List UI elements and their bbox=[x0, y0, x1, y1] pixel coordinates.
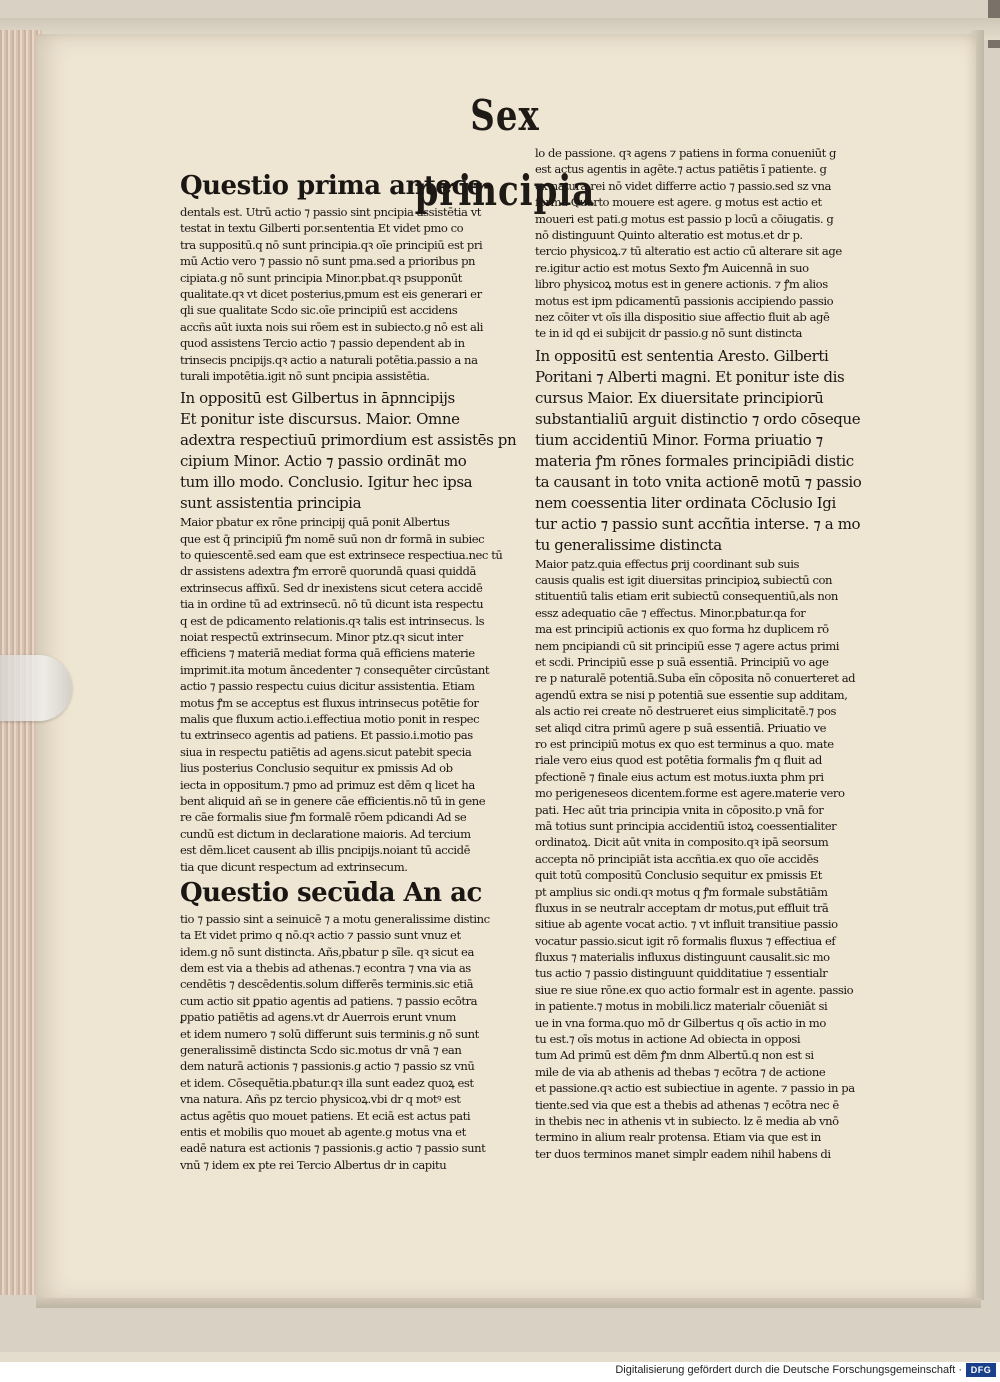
text-line: pfectionē ⁊ finale eius actum est motus.iuxta phm pri bbox=[535, 769, 824, 784]
text-line: re cāe formalis siue ꝭm formalē rōem pdicandi Ad se bbox=[180, 810, 467, 825]
text-line: set aliqd citra primū agere p suā essentiā. Priuatio ve bbox=[535, 720, 827, 735]
question-heading: Questio secūda An ac bbox=[180, 877, 482, 908]
text-line: tia in ordine tū ad extrinsecū. nō tū dicunt ista respectu bbox=[180, 597, 484, 612]
text-line: siua in respectu patiētis ad agens.sicut patebit specia bbox=[180, 744, 472, 759]
text-line: qualitate.qꝛ vt dicet posterius,pmum est eis generari er bbox=[180, 286, 482, 301]
text-line: lius posterius Conclusio sequitur ex pmissis Ad ob bbox=[180, 761, 453, 776]
text-line: dentals est. Utrū actio ⁊ passio sint pncipia assistētia vt bbox=[180, 205, 482, 219]
text-line: Maior patz.quia effectus ꝑrij coordinant sub suis bbox=[535, 556, 799, 571]
argument-line: materia ꝭm rōnes formales principiādi distic bbox=[535, 451, 854, 470]
text-line: noiat respectū extrinsecum. Minor ptz.qꝛ sicut inter bbox=[180, 630, 463, 645]
text-line: fluxus in se neutralr acceptam dr motus,put effluit trā bbox=[535, 900, 829, 915]
text-line: nō distinguunt Quinto alteratio est motus.et dr p. bbox=[535, 227, 803, 242]
text-line: actus agētis quo mouet patiens. Et eciā est actus pati bbox=[180, 1108, 471, 1123]
argument-line: tur actio ⁊ passio sunt accñtia interse. ⁊ a mo bbox=[535, 514, 861, 533]
text-line: in patiente.⁊ motus in mobili.licz materialr cōueniāt si bbox=[535, 999, 828, 1014]
argument-line: cipium Minor. Actio ⁊ passio ordināt mo bbox=[180, 452, 467, 471]
text-line: turali impotētia.igit nō sunt pncipia assistētia. bbox=[180, 368, 430, 383]
argument-line: In oppositū est sententia Aresto. Gilberti bbox=[535, 346, 829, 365]
running-head: Sex principia bbox=[414, 91, 596, 216]
text-line: forma Quarto mouere est agere. g motus est actio et bbox=[535, 195, 822, 210]
text-line: sitiue ab agente vocat actio. ⁊ vt influit transitiue passio bbox=[535, 917, 838, 932]
text-line: re p naturalē potentiā.Suba eīn cōposita nō conuerteret ad bbox=[535, 671, 856, 686]
text-line: efficiens ⁊ materiā mediat forma quā efficiens materie bbox=[180, 646, 475, 661]
text-line: mū Actio vero ⁊ passio nō sunt pma.sed a prioribus pn bbox=[180, 254, 476, 269]
dfg-logo: DFG bbox=[966, 1363, 996, 1377]
text-line: vna natura. Añs pz tercio physicoꝝ.vbi dr q motꝰ est bbox=[180, 1092, 461, 1107]
argument-line: Et ponitur iste discursus. Maior. Omne bbox=[180, 410, 460, 429]
text-line: iecta in oppositum.⁊ pmo ad primuz est dēm q licet ha bbox=[180, 777, 475, 792]
text-line: actio ⁊ passio respectu cuius dicitur assistentia. Etiam bbox=[180, 679, 475, 694]
text-line: fluxus ⁊ materialis influxus distinguunt causalit.sic mo bbox=[535, 950, 830, 965]
text-line: cundū est dictum in declaratione maioris. Ad tercium bbox=[180, 826, 471, 841]
text-line: pt amplius sic ondi.qꝛ motus q ꝭm formale substātiām bbox=[535, 884, 828, 899]
page-clip bbox=[0, 655, 72, 721]
text-line: malis que fluxum actio.i.effectiua motio ponit in respec bbox=[180, 711, 480, 726]
text-line: cum actio sit ꝑpatio agentis ad patiens. ⁊ passio ecōtra bbox=[180, 993, 478, 1008]
text-line: ma est principiū actionis ex quo forma hz duplicem rō bbox=[535, 622, 829, 637]
text-line: et scdi. Principiū esse p suā essentiā. Principiū vo age bbox=[535, 655, 829, 670]
text-line: vocatur passio.sicut igit rō formalis fluxus ⁊ effectiua ef bbox=[535, 933, 836, 948]
argument-line: adextra respectiuū primordium est assistēs pn bbox=[180, 431, 517, 450]
text-line: tu est.⁊ oīs motus in actione Ad obiecta in opposi bbox=[535, 1032, 801, 1047]
text-line: q est de pdicamento relationis.qꝛ talis est intrinsecus. ls bbox=[180, 613, 485, 628]
argument-line: sunt assistentia principia bbox=[180, 494, 362, 513]
text-line: quod assistens Tercio actio ⁊ passio dependent ab in bbox=[180, 336, 465, 351]
text-line: dr assistens adextra ꝭm errorē quorundā quasi quiddā bbox=[180, 564, 476, 579]
text-line: et passione.qꝛ actio est subiectiue in agente. ⁊ passio in pa bbox=[535, 1081, 855, 1096]
text-line: ro est principiū motus ex quo est terminus a quo. mate bbox=[535, 736, 834, 751]
text-line: causis qualis est igit diuersitas principioꝝ subiectū con bbox=[535, 573, 833, 588]
text-line: mo perigeneseos dicentem.forme est agere.materie vero bbox=[535, 786, 845, 801]
text-line: dem naturā actionis ⁊ passionis.g actio ⁊ passio sz vnū bbox=[180, 1059, 475, 1074]
text-line: accepta nō principiāt ista accñtia.ex quo oīe accidēs bbox=[535, 851, 819, 866]
text-line: te in id qd ei subijcit dr passio.g nō sunt distincta bbox=[535, 326, 802, 341]
text-line: que est q̄ principiū ꝭm nomē suū non dr formā in subiec bbox=[180, 531, 485, 546]
text-line: cipiata.g nō sunt principia Minor.pbat.qꝛ psupponūt bbox=[180, 270, 463, 285]
text-line: et idem numero ⁊ solū differunt suis terminis.g nō sunt bbox=[180, 1026, 479, 1041]
question-heading: Questio prima antece- bbox=[180, 171, 494, 201]
text-line: motus est ipm pdicamentū passionis accipiendo passio bbox=[535, 293, 834, 308]
text-line: mā totius sunt principia accidentiū istoꝝ coessentialiter bbox=[535, 818, 837, 833]
text-line: cendētis ⁊ descēdentis.solum differēs terminis.sic etiā bbox=[180, 977, 474, 992]
argument-line: nem coessentia liter ordinata Cōclusio Igi bbox=[535, 493, 836, 512]
text-line: trinsecis pncipijs.qꝛ actio a naturali potētia.passio a na bbox=[180, 352, 478, 367]
text-line: tia que dicunt respectum ad extrinsecum. bbox=[180, 859, 408, 874]
text-line: testat in textu Gilberti por.sententia Et videt pmo co bbox=[180, 221, 464, 236]
text-line: riale vero eius quod est potētia formalis ꝭm q fluit ad bbox=[535, 753, 822, 768]
text-line: tercio physicoꝝ.⁊ tū alteratio est actio cū alterare sit age bbox=[535, 244, 842, 259]
text-line: est actus agentis in agēte.⁊ actus patiētis ī patiente. g bbox=[535, 162, 827, 177]
text-line: ꝑpatio patiētis ad agens.vt dr Auerrois erunt vnum bbox=[180, 1010, 456, 1025]
text-line: mile de via ab athenis ad thebas ⁊ ecōtra ⁊ de actione bbox=[535, 1064, 826, 1079]
text-line: ex natura rei nō videt differre actio ⁊ passio.sed sz vna bbox=[535, 178, 831, 193]
text-line: accñs aūt iuxta nois sui rōem est in subiecto.g nō est ali bbox=[180, 319, 484, 334]
text-line: tum Ad primū est dēm ꝭm dnm Albertū.q non est si bbox=[535, 1048, 814, 1063]
text-line: essz adequatio cāe ⁊ effectus. Minor.pbatur.qa for bbox=[535, 605, 806, 620]
text-line: ter duos terminos manet simplr eadem nihil habens di bbox=[535, 1146, 831, 1161]
text-line: tio ⁊ passio sint a seinuicē ⁊ a motu generalissime distinc bbox=[180, 911, 490, 926]
page-edges-bottom bbox=[36, 1298, 981, 1308]
argument-line: In oppositū est Gilbertus in āpnncipijs bbox=[180, 389, 455, 408]
text-line: idem.g nō sunt distincta. Añs,pbatur p sīle. qꝛ sicut ea bbox=[180, 944, 474, 959]
text-line: ta Et videt primo q nō.qꝛ actio ⁊ passio sunt vnuz et bbox=[180, 928, 461, 943]
text-line: est dēm.licet causent ab illis pncipijs.noiant tū accidē bbox=[180, 843, 471, 858]
argument-line: substantialiū arguit distinctio ⁊ ordo cōseque bbox=[535, 409, 861, 428]
argument-line: tu generalissime distincta bbox=[535, 535, 722, 554]
right-text-column bbox=[535, 145, 880, 1162]
text-line: dem est via a thebis ad athenas.⁊ econtra ⁊ vna via as bbox=[180, 961, 471, 976]
argument-line: ta causant in toto vnita actionē motū ⁊ passio bbox=[535, 472, 862, 491]
text-line: in thebis nec in athenis vt in subiecto. lz ē media ab vnō bbox=[535, 1113, 839, 1128]
text-line: libro physicoꝝ motus est in genere actionis. ⁊ ꝭm alios bbox=[535, 277, 828, 292]
text-line: stituentiū talis etiam erit subiectū consequentiū,als non bbox=[535, 589, 838, 604]
text-line: tus actio ⁊ passio distinguunt quidditatiue ⁊ essentialr bbox=[535, 966, 828, 981]
text-line: agendū extra se nisi p potentiā sue essentie sup additam, bbox=[535, 687, 848, 702]
text-line: entis et mobilis quo mouet ab agente.g motus vna et bbox=[180, 1124, 466, 1139]
argument-line: tum illo modo. Conclusio. Igitur hec ipsa bbox=[180, 473, 473, 492]
text-line: et idem. Cōsequētia.pbatur.qꝛ illa sunt eadez quoꝝ est bbox=[180, 1075, 474, 1090]
text-line: tra suppositū.q nō sunt principia.qꝛ oīe principiū est pri bbox=[180, 237, 483, 252]
text-line: tu extrinseco agentis ad patiens. Et passio.i.motio pas bbox=[180, 728, 473, 743]
text-line: to quiescentē.sed eam que est extrinsece respectiua.nec tū bbox=[180, 548, 503, 563]
text-line: bent aliquid añ se in genere cāe efficientis.nō tū in gene bbox=[180, 793, 486, 808]
text-line: Maior pbatur ex rōne principij quā ponit Albertus bbox=[180, 515, 450, 530]
text-line: tiente.sed via que est a thebis ad athenas ⁊ ecōtra nec ē bbox=[535, 1097, 839, 1112]
text-line: qli sue qualitate Scdo sic.oīe principiū est accidens bbox=[180, 303, 458, 318]
text-line: quit totū compositū Conclusio sequitur ex pmissis Et bbox=[535, 868, 822, 883]
text-line: motus ꝭm se acceptus est fluxus intrinsecus potētie for bbox=[180, 695, 479, 710]
text-line: ordinatoꝝ. Dicit aūt vnita in composito.qꝛ ipā seorsum bbox=[535, 835, 829, 850]
text-line: termino in alium realr protensa. Etiam via que est in bbox=[535, 1130, 821, 1145]
text-line: generalissimē distincta Scdo sic.motus dr vnā ⁊ ean bbox=[180, 1043, 462, 1058]
text-line: imprimit.ita motum āncedenter ⁊ consequēter circūstant bbox=[180, 662, 490, 677]
text-line: lo de passione. qꝛ agens ⁊ patiens in forma conueniūt g bbox=[535, 146, 837, 160]
text-line: re.igitur actio est motus Sexto ꝭm Auicennā in suo bbox=[535, 260, 809, 275]
argument-line: tium accidentiū Minor. Forma priuatio ⁊ bbox=[535, 430, 823, 449]
footer-credit: Digitalisierung gefördert durch die Deutsche Forschungsgemeinschaft · bbox=[615, 1364, 962, 1376]
text-line: ue in vna forma.quo mō dr Gilbertus q oīs actio in mo bbox=[535, 1015, 826, 1030]
left-text-column bbox=[180, 168, 520, 1173]
text-line: moueri est pati.g motus est passio p locū a cōiugatis. g bbox=[535, 211, 834, 226]
text-line: nez cōiter vt oīs illa dispositio siue affectio fluit ab agē bbox=[535, 309, 830, 324]
text-line: vnū ⁊ idem ex pte rei Tercio Albertus dr in capitu bbox=[180, 1157, 447, 1172]
text-line: eadē natura est actionis ⁊ passionis.g actio ⁊ passio sunt bbox=[180, 1141, 486, 1156]
text-line: pati. Hec aūt tria principia vnita in cōposito.p vnā for bbox=[535, 802, 824, 817]
text-line: nem pncipiandi cū sit principiū esse ⁊ agere actus primi bbox=[535, 638, 840, 653]
text-line: extrinsecus affixū. Sed dr inexistens sicut cetera accidē bbox=[180, 580, 483, 595]
argument-line: cursus Maior. Ex diuersitate principiorū bbox=[535, 388, 824, 407]
argument-line: Poritani ⁊ Alberti magni. Et ponitur iste dis bbox=[535, 367, 845, 386]
text-line: siue re siue rōne.ex quo actio formalr est in agente. passio bbox=[535, 982, 854, 997]
text-line: als actio rei create nō destrueret eius simplicitatē.⁊ pos bbox=[535, 704, 836, 719]
